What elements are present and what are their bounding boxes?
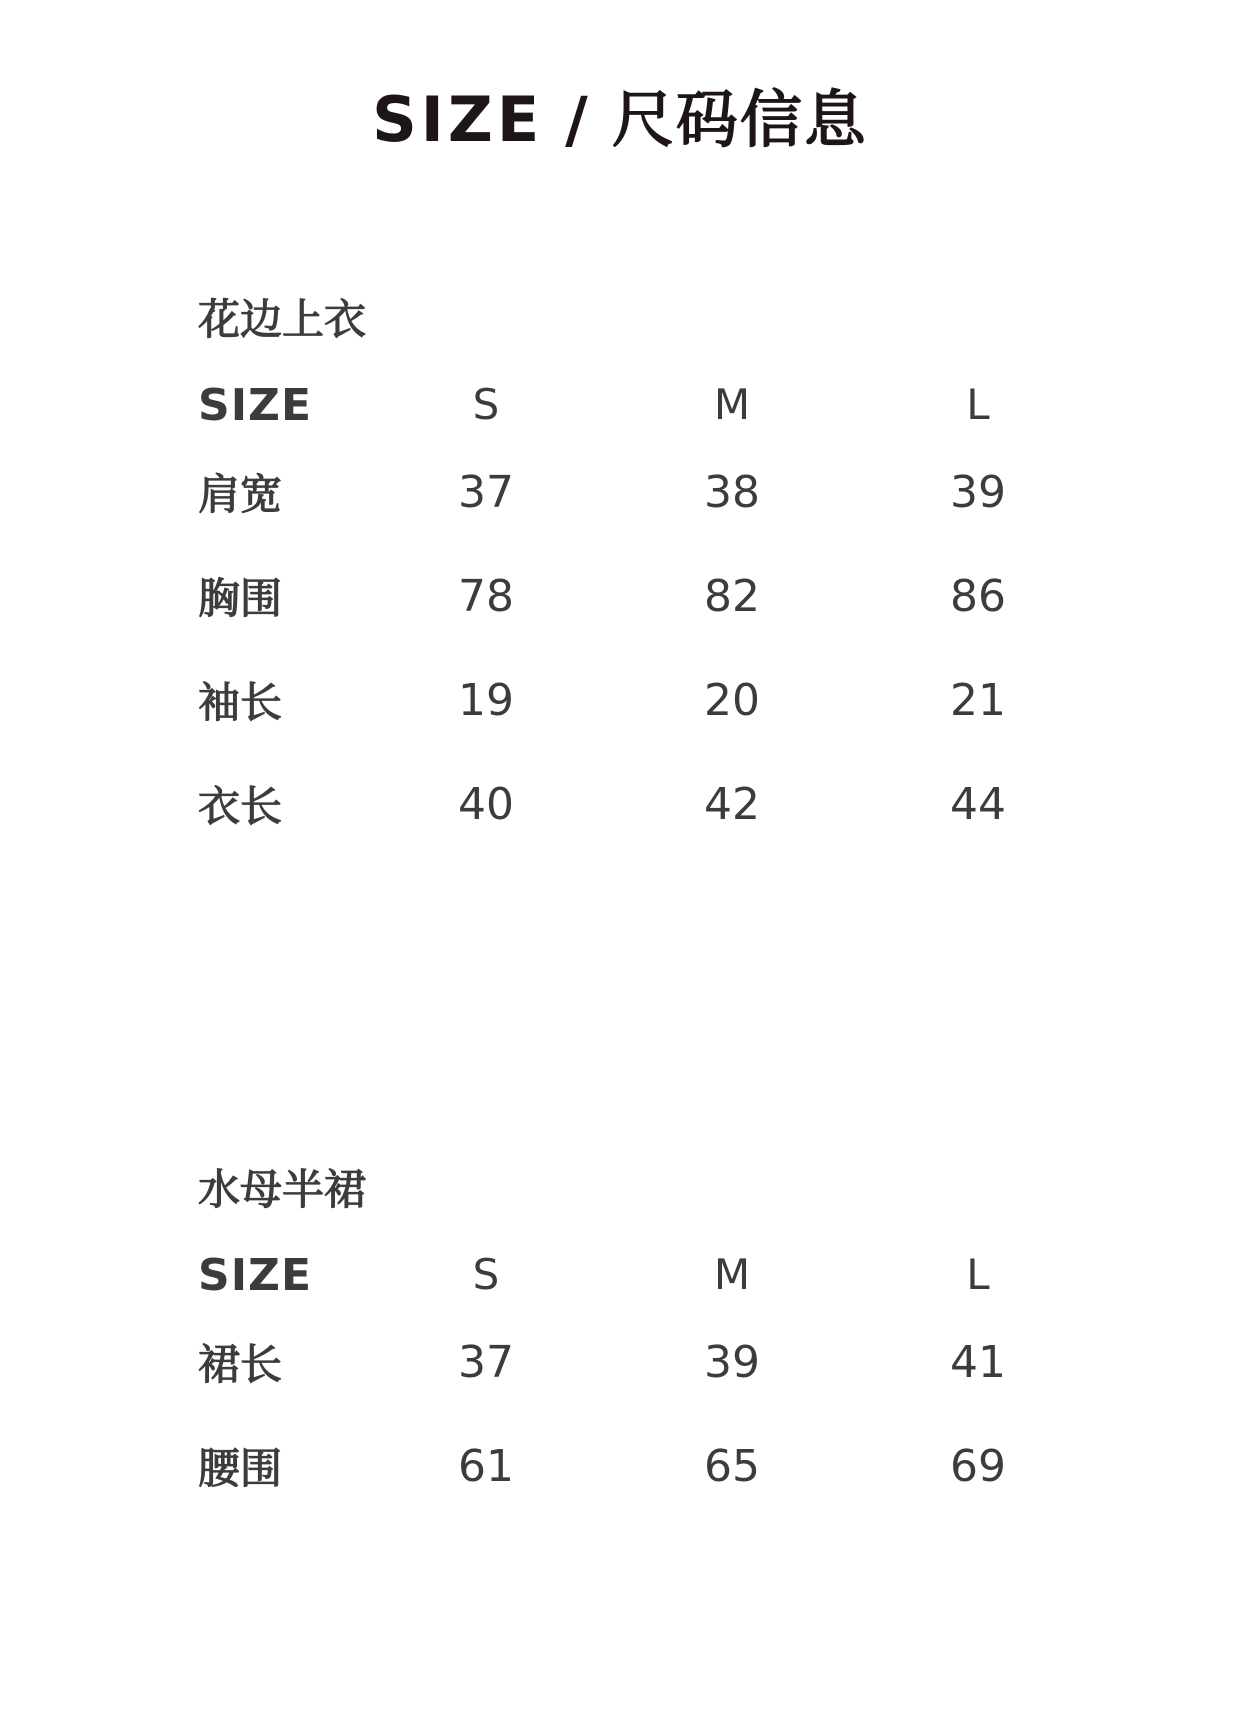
size-column-label: L — [966, 380, 990, 429]
table-cell — [456, 648, 702, 752]
table-row — [198, 544, 1098, 648]
table-cell — [702, 752, 948, 856]
table-header-row — [198, 380, 1098, 440]
row-label: 肩宽 — [198, 470, 283, 519]
cell-value: 44 — [950, 778, 1006, 830]
size-section-top — [198, 290, 1098, 856]
page-title-cn: 尺码信息 — [611, 83, 868, 156]
cell-value: 19 — [458, 674, 514, 726]
size-column-s — [456, 380, 702, 440]
table-row — [198, 648, 1098, 752]
table-cell — [948, 648, 1098, 752]
size-table — [198, 1250, 1098, 1518]
cell-value: 65 — [704, 1440, 760, 1492]
table-cell — [456, 752, 702, 856]
table-cell — [456, 440, 702, 544]
cell-value: 39 — [950, 466, 1006, 518]
table-cell — [948, 544, 1098, 648]
section-title: 水母半裙 — [198, 1165, 367, 1214]
size-column-l — [948, 380, 1098, 440]
table-row — [198, 1414, 1098, 1518]
row-label: 裙长 — [198, 1340, 283, 1389]
table-cell — [456, 544, 702, 648]
table-row — [198, 752, 1098, 856]
size-column-label: L — [966, 1250, 990, 1299]
cell-value: 61 — [458, 1440, 514, 1492]
cell-value: 37 — [458, 1336, 514, 1388]
cell-value: 86 — [950, 570, 1006, 622]
table-cell — [702, 648, 948, 752]
table-cell — [948, 1310, 1098, 1414]
size-column-label: M — [713, 380, 751, 429]
size-column-label: S — [472, 1250, 500, 1299]
cell-value: 42 — [704, 778, 760, 830]
cell-value: 82 — [704, 570, 760, 622]
size-section-skirt — [198, 1160, 1098, 1518]
cell-value: 37 — [458, 466, 514, 518]
cell-value: 69 — [950, 1440, 1006, 1492]
cell-value: 40 — [458, 778, 514, 830]
table-cell — [948, 752, 1098, 856]
size-column-label: S — [472, 380, 500, 429]
size-header-label: SIZE — [198, 1250, 313, 1301]
page-title — [0, 70, 1240, 159]
row-label: 腰围 — [198, 1444, 283, 1493]
table-cell — [456, 1414, 702, 1518]
row-label: 胸围 — [198, 574, 283, 623]
table-cell — [948, 440, 1098, 544]
cell-value: 41 — [950, 1336, 1006, 1388]
size-header-label: SIZE — [198, 380, 313, 431]
cell-value: 21 — [950, 674, 1006, 726]
size-column-m — [702, 380, 948, 440]
table-cell — [702, 544, 948, 648]
row-label: 袖长 — [198, 678, 283, 727]
size-column-s — [456, 1250, 702, 1310]
table-cell — [702, 440, 948, 544]
cell-value: 78 — [458, 570, 514, 622]
size-table — [198, 380, 1098, 856]
size-column-m — [702, 1250, 948, 1310]
page-title-en: SIZE — [372, 83, 544, 156]
section-title: 花边上衣 — [198, 295, 367, 344]
size-column-l — [948, 1250, 1098, 1310]
row-label: 衣长 — [198, 782, 283, 831]
page-title-separator: / — [565, 83, 590, 156]
table-cell — [702, 1310, 948, 1414]
table-cell — [702, 1414, 948, 1518]
table-header-row — [198, 1250, 1098, 1310]
cell-value: 20 — [704, 674, 760, 726]
table-row — [198, 440, 1098, 544]
cell-value: 39 — [704, 1336, 760, 1388]
size-column-label: M — [713, 1250, 751, 1299]
cell-value: 38 — [704, 466, 760, 518]
table-cell — [948, 1414, 1098, 1518]
table-cell — [456, 1310, 702, 1414]
table-row — [198, 1310, 1098, 1414]
